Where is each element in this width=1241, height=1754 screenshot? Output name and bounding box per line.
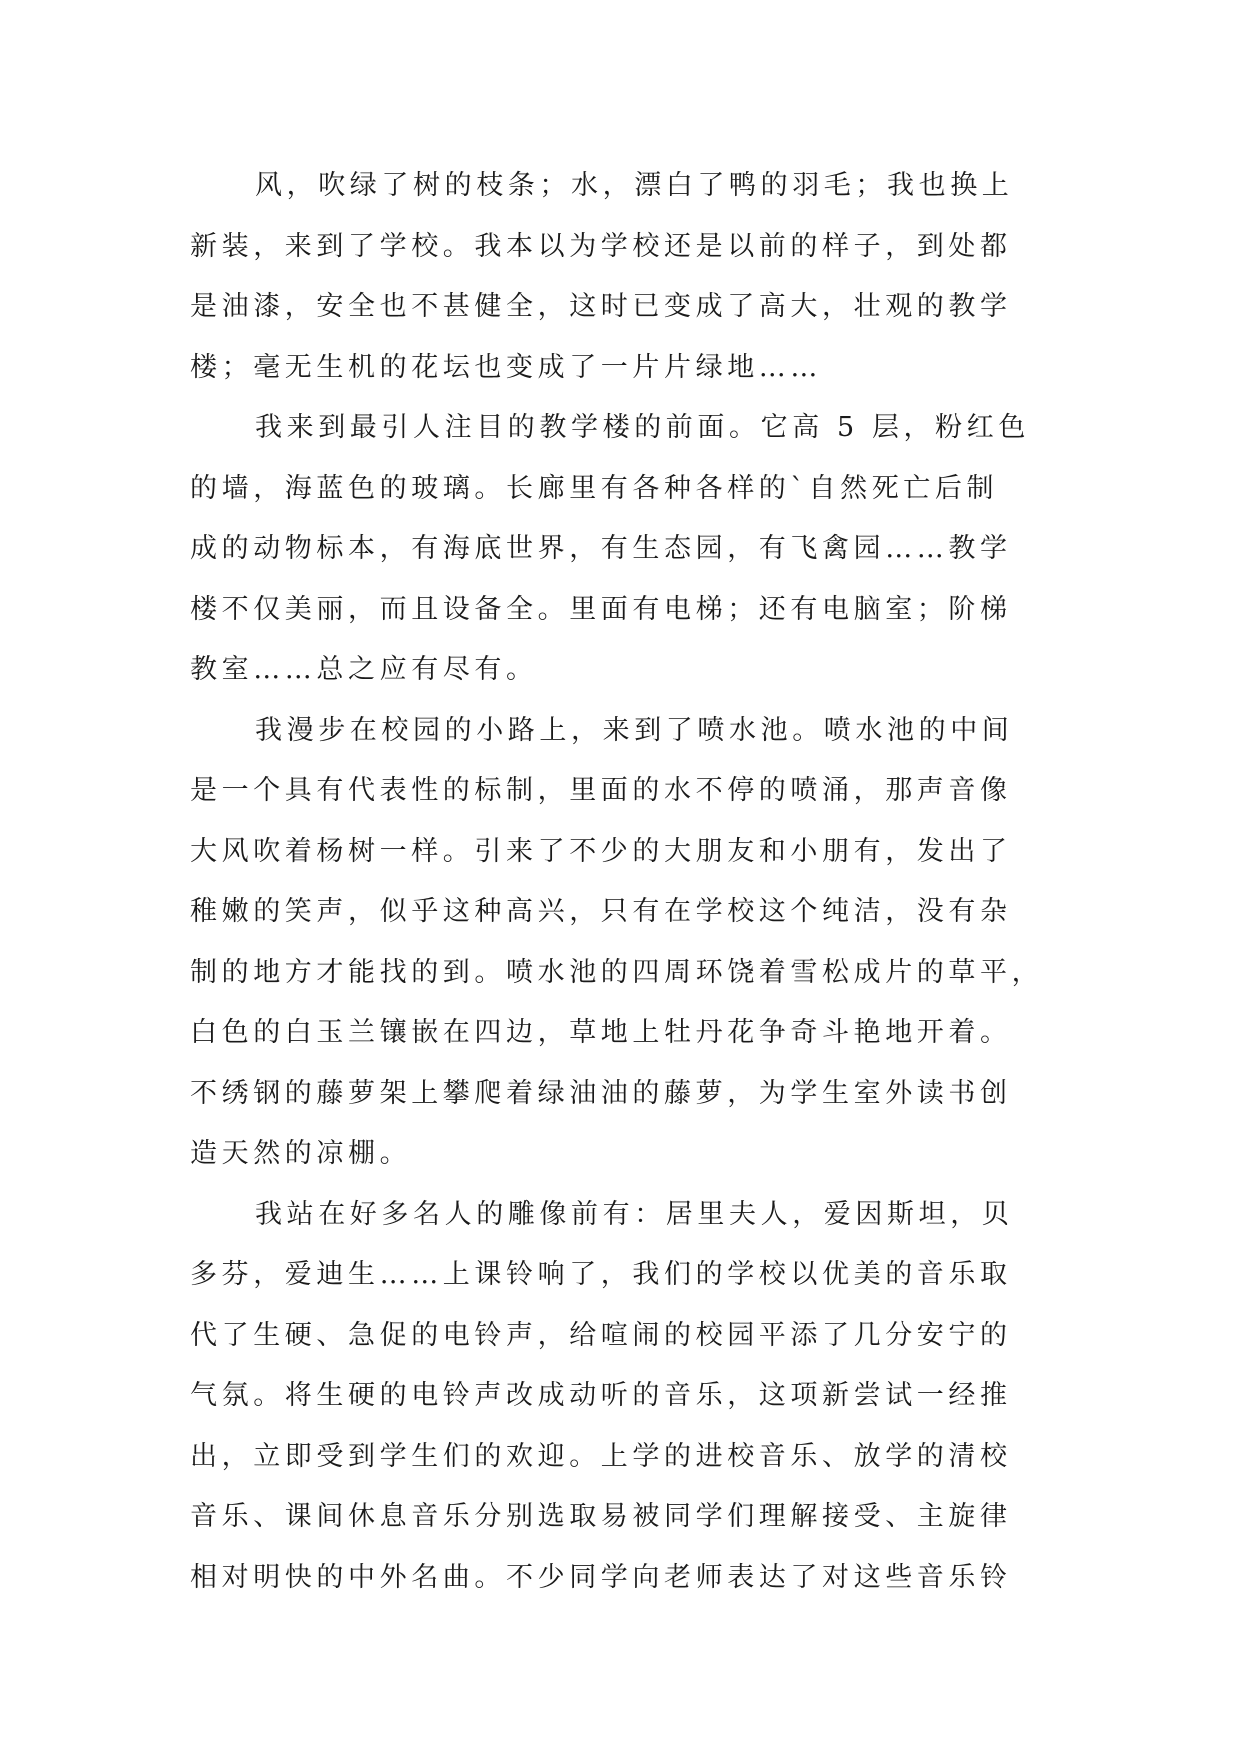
text-line: 风，吹绿了树的枝条；水，漂白了鸭的羽毛；我也换上 <box>255 170 1014 201</box>
paragraph-3 <box>190 701 1050 1185</box>
text-line: 是一个具有代表性的标制，里面的水不停的喷涌，那声音像 <box>190 775 1012 806</box>
text-line: 音乐、课间休息音乐分别选取易被同学们理解接受、主旋律 <box>190 1501 1012 1532</box>
text-line: 楼不仅美丽，而且设备全。里面有电梯；还有电脑室；阶梯 <box>190 593 1012 625</box>
text-line: 大风吹着杨树一样。引来了不少的大朋友和小朋有，发出了 <box>190 835 1012 867</box>
text-line: 我来到最引人注目的教学楼的前面。它高 5 层，粉红色 <box>255 412 1030 443</box>
text-line: 是油漆，安全也不甚健全，这时已变成了高大，壮观的教学 <box>190 291 1012 322</box>
text-line: 稚嫩的笑声，似乎这种高兴，只有在学校这个纯洁，没有杂 <box>190 896 1012 927</box>
text-line: 楼；毫无生机的花坛也变成了一片片绿地…… <box>190 351 822 383</box>
text-line: 不绣钢的藤萝架上攀爬着绿油油的藤萝，为学生室外读书创 <box>190 1077 1012 1109</box>
text-line: 代了生硬、急促的电铃声，给喧闹的校园平添了几分安宁的 <box>190 1319 1012 1351</box>
text-line: 我站在好多名人的雕像前有：居里夫人，爱因斯坦，贝 <box>255 1198 1014 1230</box>
text-line: 教室……总之应有尽有。 <box>190 654 538 685</box>
document-body <box>190 156 1050 1608</box>
text-line: 相对明快的中外名曲。不少同学向老师表达了对这些音乐铃 <box>190 1561 1012 1593</box>
paragraph-1 <box>190 156 1050 398</box>
paragraph-2 <box>190 398 1050 701</box>
text-line: 我漫步在校园的小路上，来到了喷水池。喷水池的中间 <box>255 714 1014 746</box>
text-line: 成的动物标本，有海底世界，有生态园，有飞禽园……教学 <box>190 533 1012 564</box>
text-line: 白色的白玉兰镶嵌在四边，草地上牡丹花争奇斗艳地开着。 <box>190 1017 1012 1048</box>
text-line: 制的地方才能找的到。喷水池的四周环饶着雪松成片的草平， <box>190 956 1044 988</box>
text-line: 气氛。将生硬的电铃声改成动听的音乐，这项新尝试一经推 <box>190 1380 1012 1411</box>
text-line: 造天然的凉棚。 <box>190 1138 412 1169</box>
text-line: 新装，来到了学校。我本以为学校还是以前的样子，到处都 <box>190 230 1012 262</box>
text-line: 多芬，爱迪生……上课铃响了，我们的学校以优美的音乐取 <box>190 1259 1012 1290</box>
text-line: 出，立即受到学生们的欢迎。上学的进校音乐、放学的清校 <box>190 1440 1012 1472</box>
paragraph-4 <box>190 1185 1050 1609</box>
text-line: 的墙，海蓝色的玻璃。长廊里有各种各样的`自然死亡后制 <box>190 472 999 504</box>
